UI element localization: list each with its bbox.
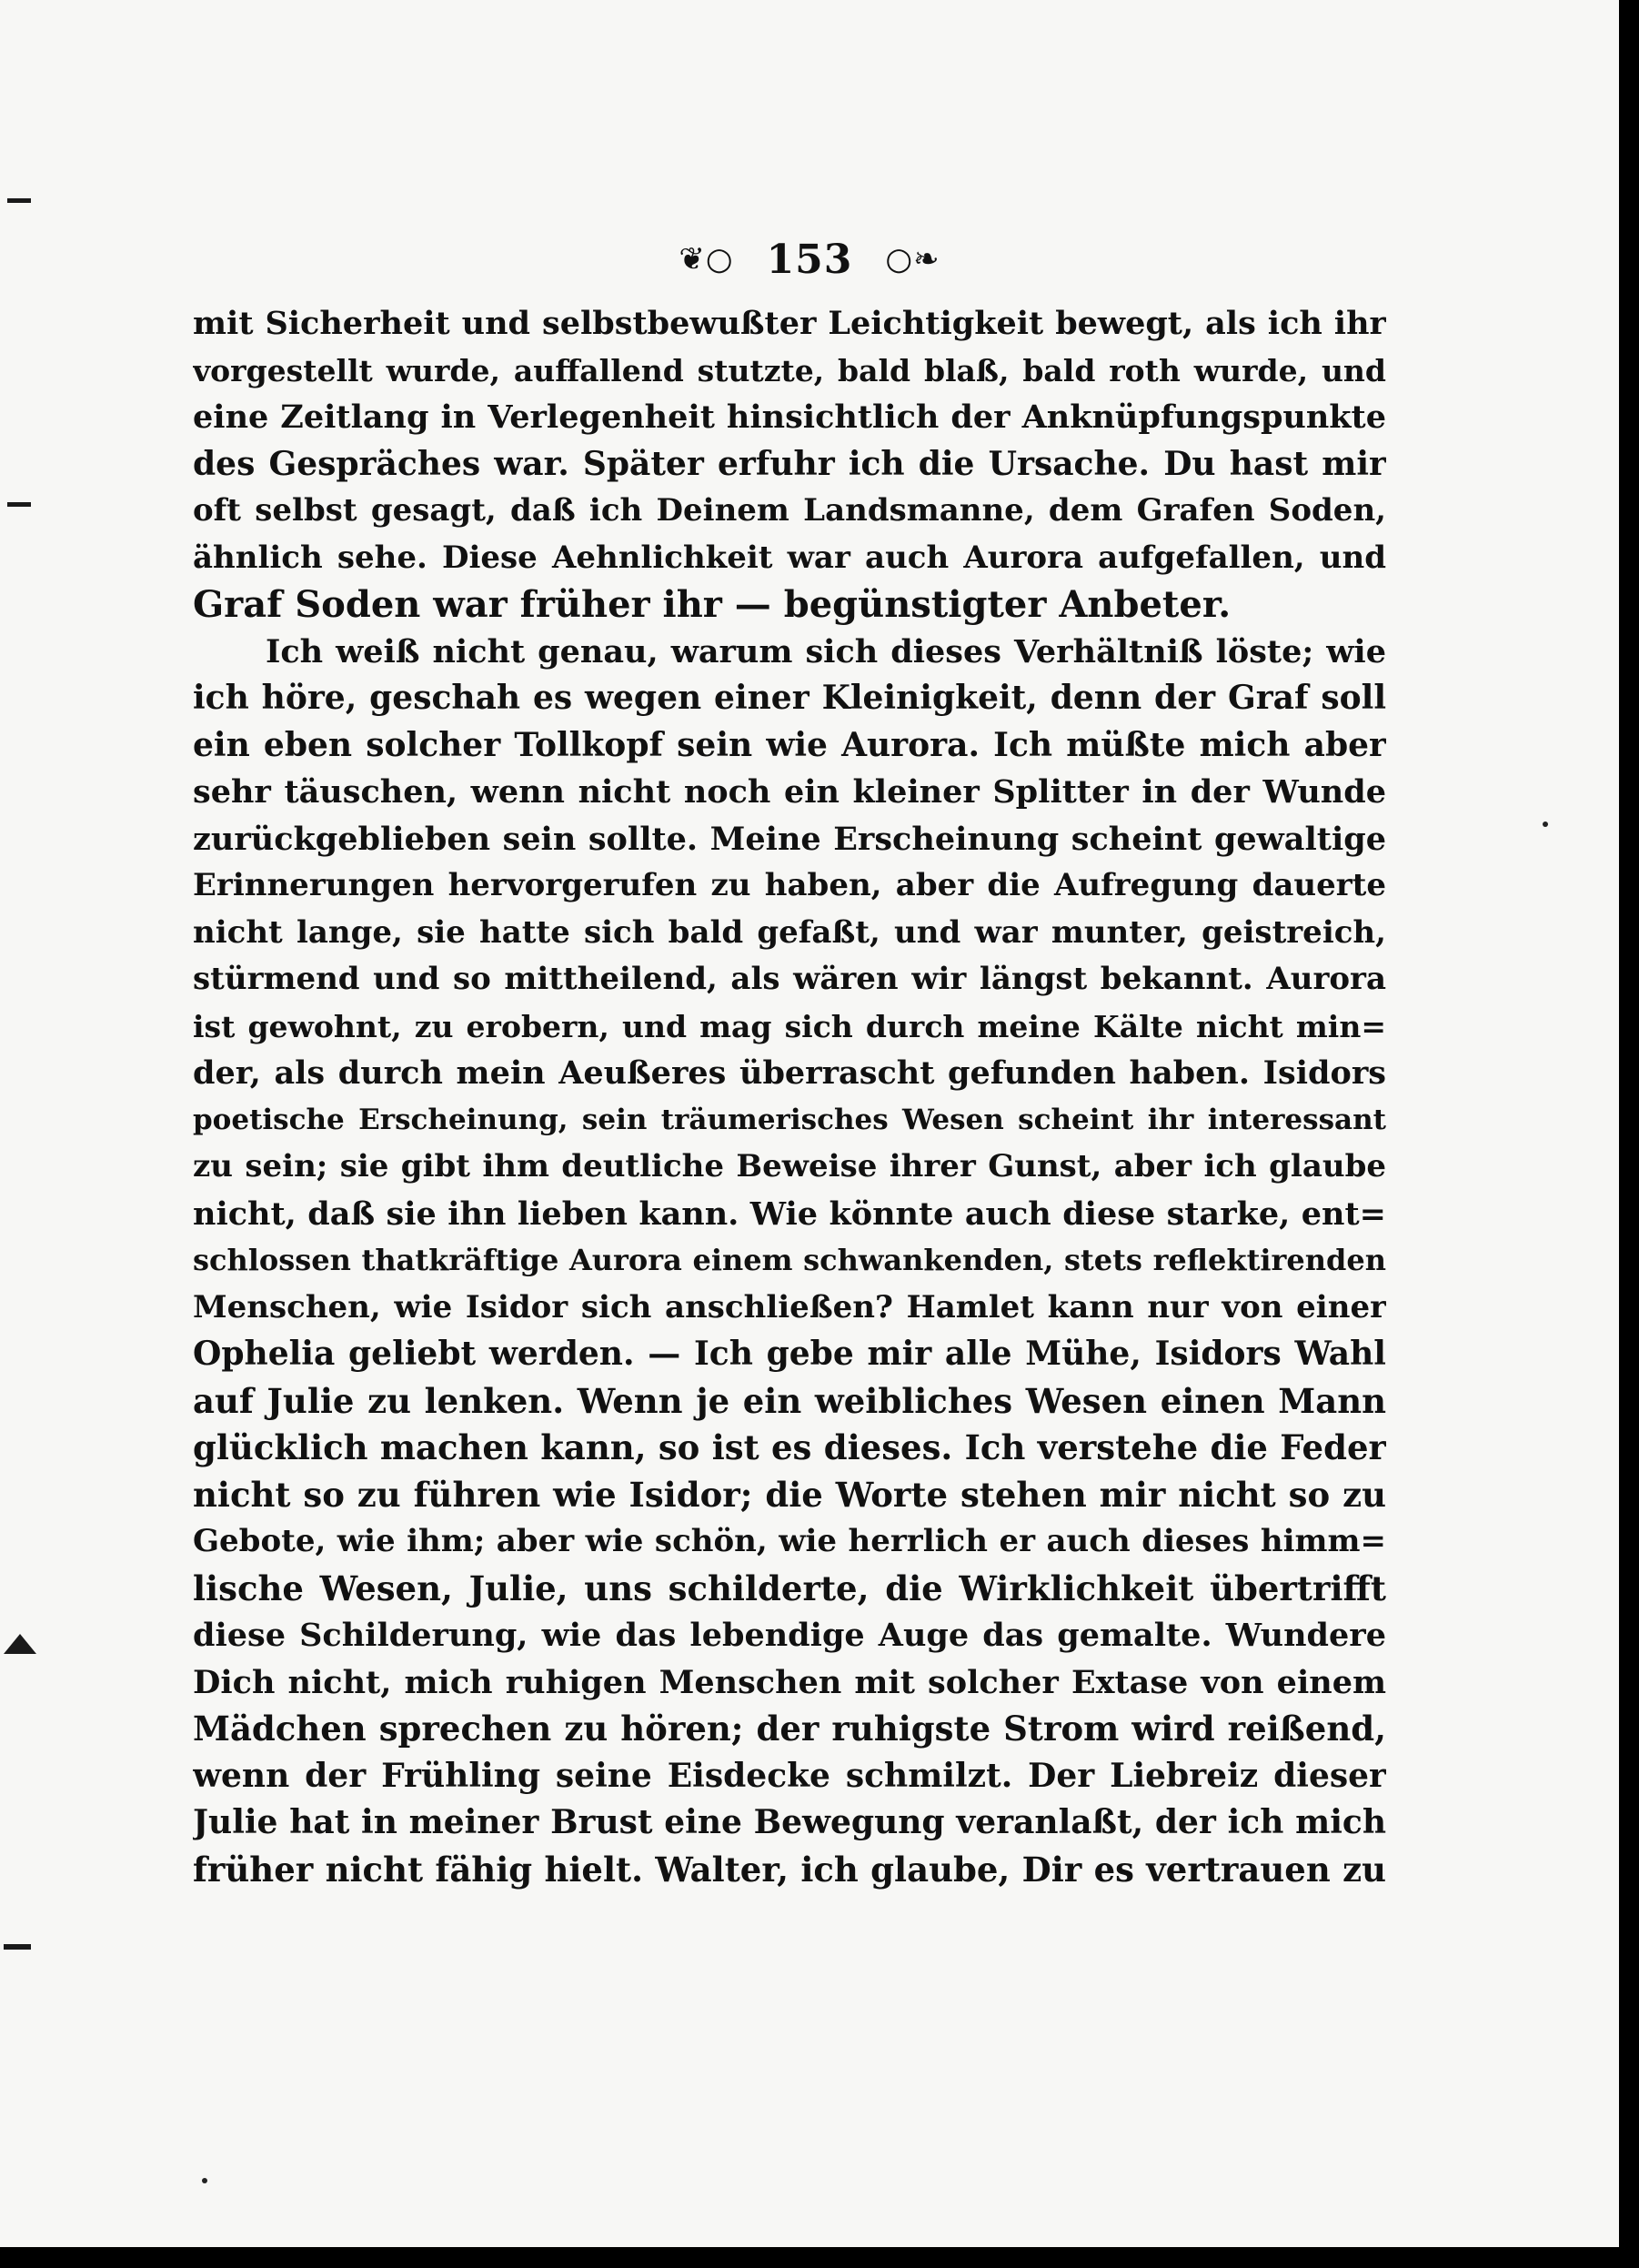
text-line: diese Schilderung, wie das lebendige Auge das gemalte. Wundere — [193, 1617, 1386, 1654]
text-line: Dich nicht, mich ruhigen Menschen mit solcher Extase von einem — [193, 1663, 1386, 1701]
text-line: stürmend und so mittheilend, als wären wir längst bekannt. Aurora — [193, 961, 1386, 997]
header-ornament-right: ○❧ — [885, 241, 940, 277]
margin-mark — [7, 502, 31, 507]
header-ornament-left: ❦○ — [679, 241, 734, 277]
text-line: ich höre, geschah es wegen einer Kleinigkeit, denn der Graf soll — [193, 679, 1386, 717]
text-line: Gebote, wie ihm; aber wie schön, wie herrlich er auch dieses himm= — [193, 1523, 1386, 1559]
margin-speck — [202, 2178, 207, 2183]
text-line: vorgestellt wurde, auffallend stutzte, bald blaß, bald roth wurde, und — [193, 352, 1386, 388]
text-line: poetische Erscheinung, sein träumerisches Wesen scheint ihr interessant — [193, 1103, 1386, 1136]
text-line: Julie hat in meiner Brust eine Bewegung veranlaßt, der ich mich — [193, 1803, 1386, 1841]
text-line: eine Zeitlang in Verlegenheit hinsichtlich der Anknüpfungspunkte — [193, 398, 1386, 436]
text-line: des Gespräches war. Später erfuhr ich die Ursache. Du hast mir — [193, 444, 1386, 483]
text-line: Mädchen sprechen zu hören; der ruhigste Strom wird reißend, — [193, 1709, 1386, 1749]
text-line: der, als durch mein Aeußeres überrascht gefunden haben. Isidors — [193, 1054, 1386, 1092]
text-line: glücklich machen kann, so ist es dieses. Ich verstehe die Feder — [193, 1427, 1386, 1467]
text-line: mit Sicherheit und selbstbewußter Leichtigkeit bewegt, als ich ihr — [193, 305, 1386, 342]
text-line: Erinnerungen hervorgerufen zu haben, aber die Aufregung dauerte — [193, 867, 1386, 903]
text-line: früher nicht fähig hielt. Walter, ich glaube, Dir es vertrauen zu — [193, 1849, 1386, 1890]
text-line: oft selbst gesagt, daß ich Deinem Landsmanne, dem Grafen Soden, — [193, 492, 1386, 529]
text-line: auf Julie zu lenken. Wenn je ein weibliches Wesen einen Mann — [193, 1380, 1386, 1421]
text-line: nicht lange, sie hatte sich bald gefaßt, und war munter, geistreich, — [193, 913, 1386, 951]
margin-mark — [4, 1944, 31, 1950]
text-line: Menschen, wie Isidor sich anschließen? Hamlet kann nur von einer — [193, 1288, 1386, 1326]
page-header — [0, 232, 1619, 287]
margin-mark — [7, 198, 31, 203]
text-line: lische Wesen, Julie, uns schilderte, die Wirklichkeit übertrifft — [193, 1567, 1386, 1608]
body-text — [193, 300, 1386, 1893]
text-line: zurückgeblieben sein sollte. Meine Erscheinung scheint gewaltige — [193, 820, 1386, 858]
text-line: Graf Soden war früher ihr — begünstigter Anbeter. — [193, 583, 1232, 626]
margin-triangle-mark — [4, 1634, 36, 1654]
text-line: zu sein; sie gibt ihm deutliche Beweise ihrer Gunst, aber ich glaube — [193, 1148, 1386, 1184]
text-line: Ich weiß nicht genau, warum sich dieses Verhältniß löste; wie — [266, 632, 1386, 670]
text-line: ist gewohnt, zu erobern, und mag sich durch meine Kälte nicht min= — [193, 1008, 1386, 1044]
text-line: nicht so zu führen wie Isidor; die Worte stehen mir nicht so zu — [193, 1474, 1386, 1515]
text-line: sehr täuschen, wenn nicht noch ein kleiner Splitter in der Wunde — [193, 773, 1386, 811]
margin-speck — [1543, 822, 1548, 827]
text-line: wenn der Frühling seine Eisdecke schmilzt. Der Liebreiz dieser — [193, 1756, 1386, 1795]
text-line: ein eben solcher Tollkopf sein wie Aurora. Ich müßte mich aber — [193, 725, 1386, 764]
text-line: nicht, daß sie ihn lieben kann. Wie könnte auch diese starke, ent= — [193, 1194, 1386, 1233]
text-line: ähnlich sehe. Diese Aehnlichkeit war auch Aurora aufgefallen, und — [193, 539, 1386, 576]
text-line: Ophelia geliebt werden. — Ich gebe mir alle Mühe, Isidors Wahl — [193, 1335, 1386, 1373]
text-line: schlossen thatkräftige Aurora einem schwankenden, stets reflektirenden — [193, 1243, 1386, 1277]
page-number: 153 — [766, 236, 853, 283]
